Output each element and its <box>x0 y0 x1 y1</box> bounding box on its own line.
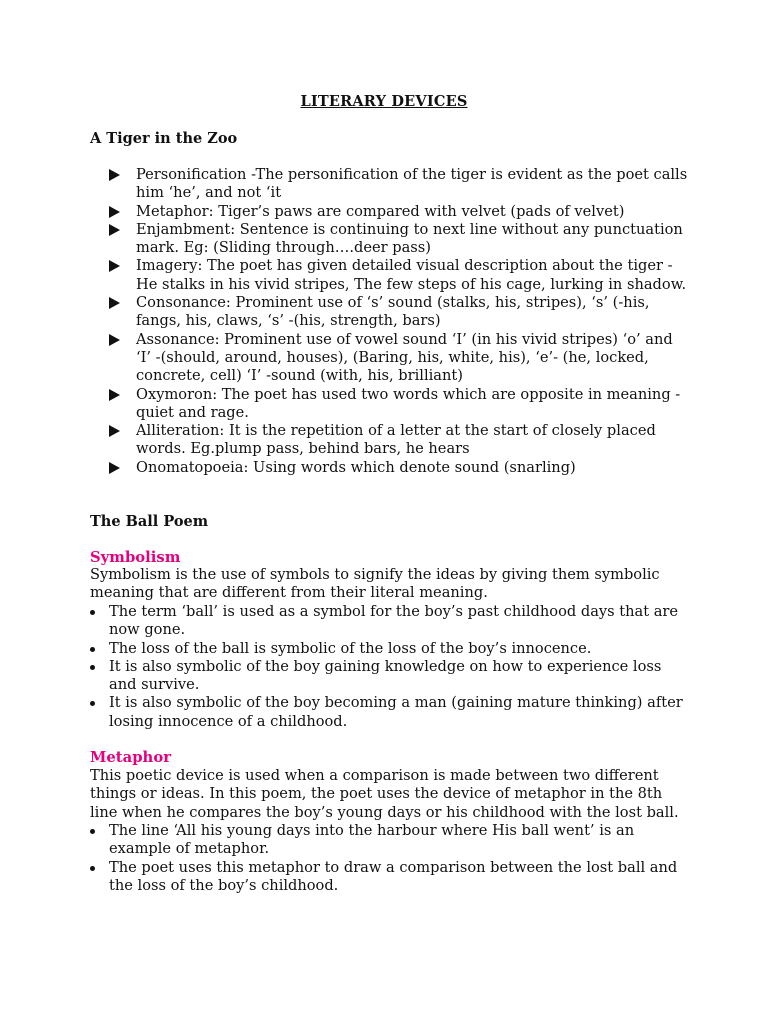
section-heading-ball-poem: The Ball Poem <box>90 513 209 530</box>
list-item <box>90 640 690 658</box>
bullet-dot-icon <box>90 647 95 652</box>
list-item-text: The poet uses this metaphor to draw a comparison between the lost ball and the loss of the boy’s childhood. <box>109 858 678 894</box>
bullet-dot-icon <box>90 665 95 670</box>
triangle-bullet-icon <box>109 224 120 236</box>
symbolism-heading: Symbolism <box>90 549 181 566</box>
metaphor-intro: This poetic device is used when a comparison is made between two different things or ideas. In this poem, the poet uses the device of metaphor in the 8th line when he compares the boy’s young days or his childhood with the lost ball. <box>90 767 679 821</box>
list-item-text: Consonance: Prominent use of ‘s’ sound (stalks, his, stripes), ‘s’ (-his, fangs, his, claws, ‘s’ -(his, strength, bars) <box>136 294 650 330</box>
list-item <box>108 257 688 294</box>
list-item-text: The term ‘ball’ is used as a symbol for the boy’s past childhood days that are now gone. <box>109 603 679 639</box>
list-item <box>108 294 688 331</box>
list-item <box>90 658 690 695</box>
list-item-text: Personification -The personification of the tiger is evident as the poet calls him ‘he’, and not ‘it <box>136 166 688 202</box>
list-item <box>108 203 688 221</box>
triangle-bullet-icon <box>109 169 120 181</box>
bullet-dot-icon <box>90 866 95 871</box>
list-item <box>108 386 688 423</box>
list-item-text: Oxymoron: The poet has used two words which are opposite in meaning - quiet and rage. <box>136 385 681 421</box>
list-item <box>108 221 688 258</box>
list-item <box>90 603 690 640</box>
list-item-text: Imagery: The poet has given detailed visual description about the tiger - He stalks in his vivid stripes, The few steps of his cage, lurking in shadow. <box>136 257 687 293</box>
triangle-bullet-icon <box>109 462 120 474</box>
list-item-text: Metaphor: Tiger’s paws are compared with velvet (pads of velvet) <box>136 202 625 220</box>
bullet-dot-icon <box>90 829 95 834</box>
metaphor-heading: Metaphor <box>90 749 171 766</box>
list-item <box>108 422 688 459</box>
list-item <box>90 822 690 859</box>
bullet-dot-icon <box>90 701 95 706</box>
triangle-bullet-icon <box>109 389 120 401</box>
list-item <box>90 694 690 731</box>
list-item-text: Alliteration: It is the repetition of a letter at the start of closely placed words. Eg.plump pass, behind bars, he hears <box>136 422 656 458</box>
list-item <box>90 859 690 896</box>
list-item-text: It is also symbolic of the boy becoming a man (gaining mature thinking) after losing innocence of a childhood. <box>109 694 683 730</box>
document-title: LITERARY DEVICES <box>300 93 468 110</box>
list-item-text: The loss of the ball is symbolic of the loss of the boy’s innocence. <box>109 639 592 657</box>
list-item <box>108 459 688 477</box>
list-item-text: Enjambment: Sentence is continuing to next line without any punctuation mark. Eg: (Sliding through….deer pass) <box>136 220 683 257</box>
triangle-bullet-icon <box>109 206 120 218</box>
list-item <box>108 331 688 386</box>
symbolism-intro: Symbolism is the use of symbols to signify the ideas by giving them symbolic meaning that are different from their literal meaning. <box>90 566 660 602</box>
triangle-bullet-icon <box>109 297 120 309</box>
list-item-text: Onomatopoeia: Using words which denote sound (snarling) <box>136 458 576 476</box>
triangle-bullet-icon <box>109 425 120 437</box>
list-item-text: The line ‘All his young days into the harbour where His ball went’ is an example of metaphor. <box>109 822 635 858</box>
list-item-text: It is also symbolic of the boy gaining knowledge on how to experience loss and survive. <box>109 657 662 694</box>
triangle-bullet-icon <box>109 260 120 272</box>
section-heading-tiger: A Tiger in the Zoo <box>90 130 238 147</box>
list-item-text: Assonance: Prominent use of vowel sound ‘I’ (in his vivid stripes) ‘o’ and ‘I’ -(should, around, houses), (Baring, his, white, his), ‘e’- (he, locked, concrete, cell) ‘I’ -sound (with, his, brilliant) <box>136 330 673 385</box>
literary-devices-list <box>108 166 688 477</box>
bullet-dot-icon <box>90 610 95 615</box>
metaphor-bullets <box>90 822 690 895</box>
list-item <box>108 166 688 203</box>
triangle-bullet-icon <box>109 334 120 346</box>
symbolism-bullets <box>90 603 690 731</box>
